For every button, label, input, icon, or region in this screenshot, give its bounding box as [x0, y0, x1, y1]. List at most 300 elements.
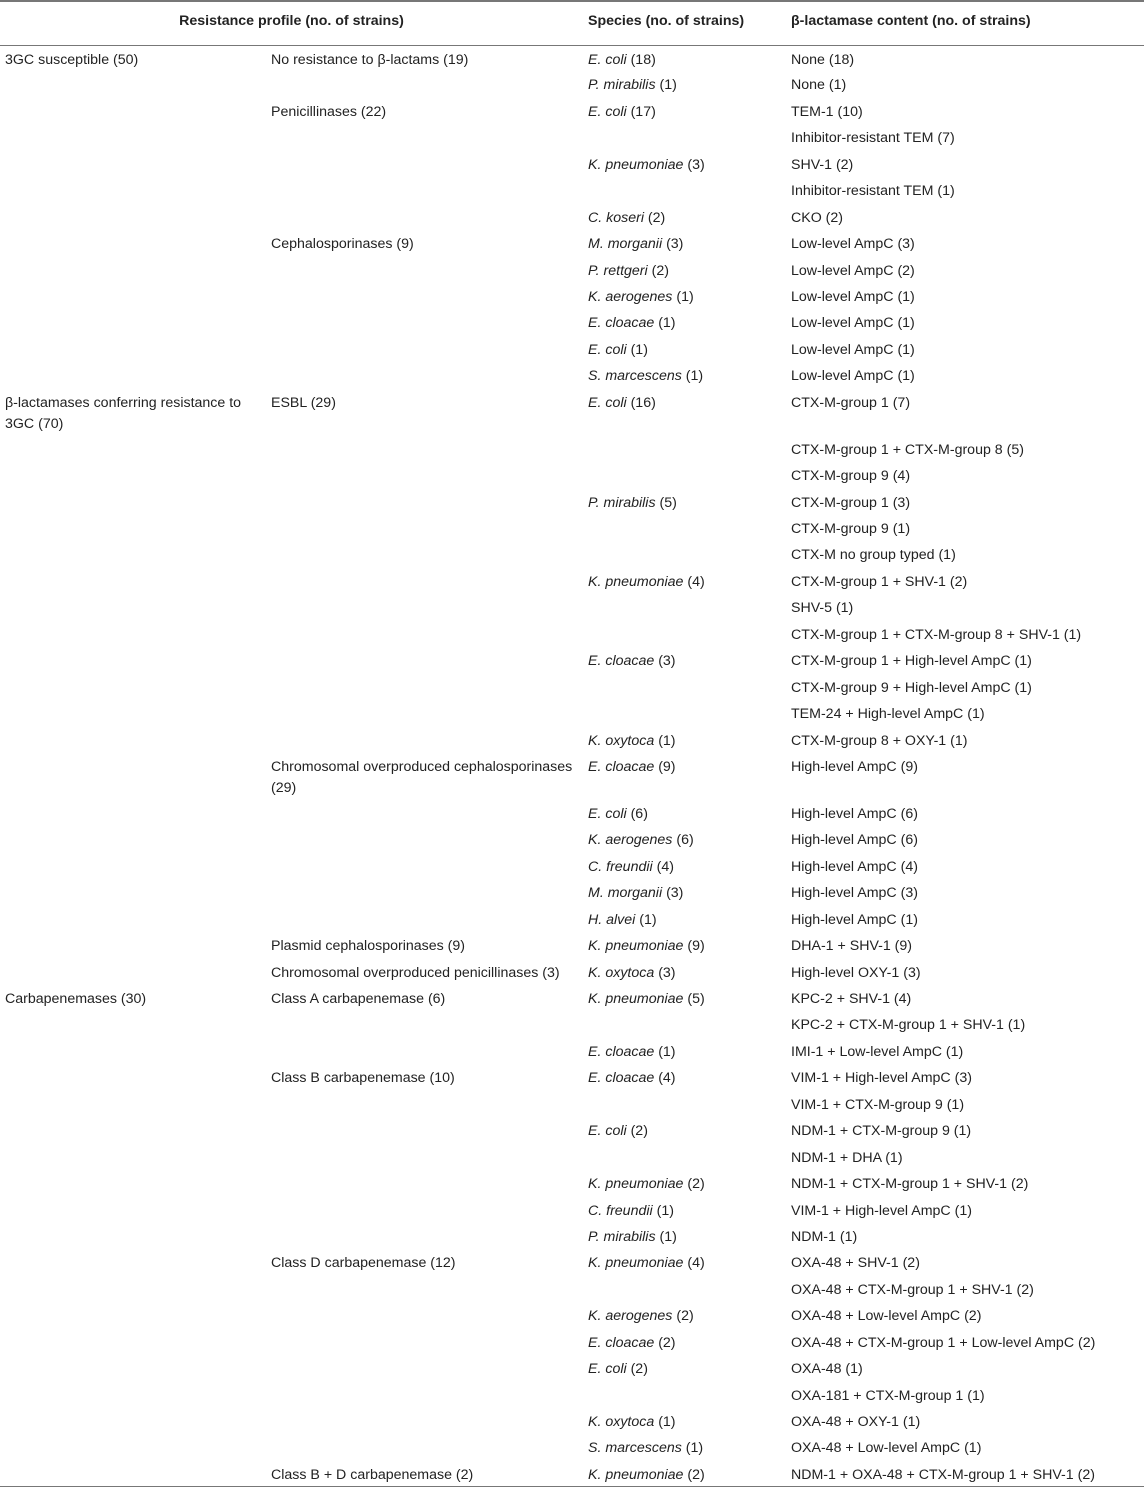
table-header [0, 1, 1144, 45]
species-count: (1) [681, 368, 704, 385]
cell-species [583, 826, 786, 852]
species-name: E. coli [588, 1361, 627, 1378]
cell-species [583, 71, 786, 97]
species-name: S. marcescens [588, 1440, 682, 1457]
cell-resistance-subprofile [266, 1223, 583, 1249]
species-count: (1) [654, 1414, 676, 1430]
table-row [0, 1276, 1144, 1302]
cell-beta-lactamase-content: CTX-M-group 9 + High-level AmpC (1) [791, 679, 1032, 696]
cell-resistance-subprofile [266, 1011, 583, 1037]
cell-resistance-category [0, 1117, 266, 1143]
species-name: E. coli [588, 341, 627, 358]
cell-resistance-category [0, 151, 266, 177]
cell-species [583, 124, 786, 150]
table-row [0, 674, 1144, 700]
species-name: E. cloacae [588, 1070, 655, 1087]
cell-resistance-category [0, 1223, 266, 1249]
species-name: E. cloacae [588, 1043, 655, 1060]
cell-resistance-subprofile [266, 568, 583, 594]
table-row [0, 1197, 1144, 1223]
cell-beta-lactamase-content: CTX-M-group 1 + SHV-1 (2) [791, 573, 968, 590]
cell-resistance-category [0, 674, 266, 700]
table-body [0, 45, 1144, 1487]
cell-resistance-subprofile [266, 621, 583, 647]
header-beta-lactamase-content: β-lactamase content (no. of strains) [786, 1, 1144, 45]
cell-resistance-category [0, 1276, 266, 1302]
cell-species [583, 389, 786, 436]
cell-species [583, 1355, 786, 1381]
cell-beta-lactamase-content: KPC-2 + SHV-1 (4) [791, 991, 912, 1007]
table-row [0, 1461, 1144, 1487]
cell-species [583, 932, 786, 958]
cell-beta-lactamase-content: CTX-M-group 1 (3) [791, 494, 911, 511]
cell-species [583, 257, 786, 283]
cell-resistance-category: β-lactamases conferring resistance to 3GC (70) [5, 394, 242, 432]
cell-beta-lactamase-content: Low-level AmpC (1) [791, 288, 915, 305]
species-count: (5) [683, 991, 705, 1007]
species-count: (17) [626, 103, 656, 120]
cell-resistance-subprofile [266, 1276, 583, 1302]
cell-species [583, 462, 786, 488]
species-count: (4) [654, 1070, 676, 1087]
cell-resistance-subprofile: Chromosomal overproduced cephalosporinases (29) [271, 758, 573, 796]
cell-beta-lactamase-content: OXA-181 + CTX-M-group 1 (1) [791, 1387, 985, 1404]
cell-beta-lactamase-content: VIM-1 + High-level AmpC (3) [791, 1070, 972, 1087]
species-name: P. mirabilis [588, 77, 656, 94]
species-count: (2) [654, 1334, 676, 1351]
table-row [0, 1434, 1144, 1460]
cell-resistance-subprofile [266, 257, 583, 283]
cell-beta-lactamase-content: NDM-1 + CTX-M-group 9 (1) [791, 1123, 972, 1140]
species-count: (2) [672, 1308, 694, 1325]
cell-resistance-subprofile [266, 436, 583, 462]
cell-species [583, 362, 786, 388]
species-name: E. cloacae [588, 1334, 655, 1351]
species-name: E. coli [588, 805, 627, 822]
table-row [0, 1223, 1144, 1249]
cell-beta-lactamase-content: Low-level AmpC (3) [791, 236, 915, 253]
cell-beta-lactamase-content: CTX-M-group 1 + CTX-M-group 8 + SHV-1 (1) [791, 626, 1082, 643]
table-row [0, 257, 1144, 283]
cell-resistance-category [0, 1408, 266, 1434]
cell-beta-lactamase-content: VIM-1 + High-level AmpC (1) [791, 1202, 972, 1219]
species-name: K. oxytoca [588, 1414, 655, 1430]
table-row [0, 1355, 1144, 1381]
cell-resistance-subprofile [266, 1170, 583, 1196]
table-row [0, 932, 1144, 958]
table-row [0, 541, 1144, 567]
cell-resistance-subprofile [266, 727, 583, 753]
cell-resistance-category [0, 1197, 266, 1223]
species-name: K. pneumoniae [588, 938, 684, 955]
species-name: E. coli [588, 103, 627, 120]
cell-resistance-category [0, 1329, 266, 1355]
cell-resistance-subprofile [266, 1091, 583, 1117]
species-name: P. mirabilis [588, 494, 656, 511]
species-name: E. cloacae [588, 653, 655, 670]
species-name: K. aerogenes [588, 1308, 673, 1325]
cell-beta-lactamase-content: IMI-1 + Low-level AmpC (1) [791, 1043, 964, 1060]
cell-beta-lactamase-content: CTX-M-group 1 (7) [791, 394, 911, 411]
cell-beta-lactamase-content: High-level AmpC (6) [791, 832, 918, 849]
species-count: (1) [655, 77, 677, 94]
cell-resistance-category [0, 1144, 266, 1170]
cell-beta-lactamase-content: High-level AmpC (1) [791, 911, 918, 928]
species-name: K. pneumoniae [588, 991, 684, 1007]
cell-species [583, 230, 786, 256]
cell-resistance-subprofile [266, 283, 583, 309]
cell-species [583, 594, 786, 620]
cell-resistance-subprofile [266, 647, 583, 673]
cell-resistance-category [0, 647, 266, 673]
cell-resistance-category [0, 541, 266, 567]
cell-species [583, 151, 786, 177]
cell-species [583, 727, 786, 753]
table-row [0, 436, 1144, 462]
species-count: (4) [683, 1255, 705, 1272]
table-row [0, 283, 1144, 309]
cell-resistance-category [0, 1355, 266, 1381]
species-name: K. pneumoniae [588, 1466, 684, 1483]
table-row [0, 1038, 1144, 1064]
table-bottom-rule [0, 1486, 1144, 1487]
cell-resistance-subprofile [266, 124, 583, 150]
species-name: C. koseri [588, 209, 644, 226]
table-row [0, 1302, 1144, 1328]
cell-beta-lactamase-content: High-level AmpC (4) [791, 858, 918, 875]
species-count: (16) [626, 394, 656, 411]
table-row [0, 45, 1144, 71]
species-name: P. mirabilis [588, 1228, 656, 1245]
cell-beta-lactamase-content: TEM-24 + High-level AmpC (1) [791, 706, 985, 723]
species-name: S. marcescens [588, 368, 682, 385]
cell-resistance-subprofile [266, 1197, 583, 1223]
cell-species [583, 309, 786, 335]
table-row [0, 336, 1144, 362]
cell-beta-lactamase-content: OXA-48 + CTX-M-group 1 + Low-level AmpC (2) [791, 1334, 1096, 1351]
cell-beta-lactamase-content: High-level AmpC (6) [791, 805, 918, 822]
cell-beta-lactamase-content: NDM-1 + OXA-48 + CTX-M-group 1 + SHV-1 (2) [791, 1466, 1095, 1483]
cell-resistance-category [0, 700, 266, 726]
cell-species [583, 177, 786, 203]
table-row [0, 1064, 1144, 1090]
cell-resistance-category [0, 1434, 266, 1460]
cell-species [583, 336, 786, 362]
species-count: (1) [635, 911, 657, 928]
cell-species [583, 647, 786, 673]
cell-resistance-category [0, 727, 266, 753]
species-count: (3) [683, 156, 705, 173]
cell-resistance-category: Carbapenemases (30) [5, 991, 147, 1007]
species-count: (2) [683, 1176, 705, 1193]
cell-resistance-category [0, 71, 266, 97]
cell-resistance-subprofile [266, 71, 583, 97]
cell-resistance-subprofile [266, 489, 583, 515]
cell-resistance-subprofile [266, 674, 583, 700]
cell-species [583, 879, 786, 905]
cell-beta-lactamase-content: High-level OXY-1 (3) [791, 964, 921, 981]
table-row [0, 727, 1144, 753]
species-count: (9) [683, 938, 705, 955]
cell-species [583, 1117, 786, 1143]
cell-resistance-subprofile [266, 1408, 583, 1434]
cell-resistance-category [0, 515, 266, 541]
cell-species [583, 515, 786, 541]
table-row [0, 204, 1144, 230]
species-count: (1) [654, 1043, 676, 1060]
species-name: K. aerogenes [588, 832, 673, 849]
cell-resistance-subprofile: Penicillinases (22) [271, 103, 387, 120]
cell-resistance-subprofile: No resistance to β-lactams (19) [271, 51, 469, 68]
species-name: C. freundii [588, 858, 653, 875]
species-count: (1) [672, 288, 694, 305]
cell-species [583, 1038, 786, 1064]
cell-species [583, 1382, 786, 1408]
cell-species [583, 621, 786, 647]
cell-resistance-category [0, 204, 266, 230]
cell-resistance-subprofile: Class B carbapenemase (10) [271, 1070, 455, 1087]
species-name: K. aerogenes [588, 288, 673, 305]
cell-resistance-subprofile: Class A carbapenemase (6) [271, 991, 446, 1007]
cell-resistance-category [0, 621, 266, 647]
table-row [0, 959, 1144, 985]
cell-beta-lactamase-content: Low-level AmpC (1) [791, 341, 915, 358]
cell-resistance-category [0, 826, 266, 852]
cell-resistance-category [0, 853, 266, 879]
cell-beta-lactamase-content: Inhibitor-resistant TEM (1) [791, 183, 955, 200]
table-row [0, 309, 1144, 335]
cell-beta-lactamase-content: NDM-1 + CTX-M-group 1 + SHV-1 (2) [791, 1176, 1029, 1193]
cell-resistance-subprofile: Chromosomal overproduced penicillinases (3) [271, 964, 560, 981]
table-row [0, 1011, 1144, 1037]
table-row [0, 1170, 1144, 1196]
table-row [0, 98, 1144, 124]
header-row [0, 1, 1144, 45]
cell-resistance-subprofile [266, 906, 583, 932]
table-row [0, 753, 1144, 800]
species-count: (18) [626, 51, 656, 68]
cell-beta-lactamase-content: None (18) [791, 51, 855, 68]
cell-beta-lactamase-content: Low-level AmpC (1) [791, 315, 915, 332]
cell-beta-lactamase-content: CTX-M-group 1 + High-level AmpC (1) [791, 653, 1032, 670]
cell-resistance-category [0, 594, 266, 620]
species-name: K. pneumoniae [588, 156, 684, 173]
cell-species [583, 541, 786, 567]
table-row [0, 124, 1144, 150]
cell-species [583, 1091, 786, 1117]
table-row [0, 1382, 1144, 1408]
species-count: (2) [683, 1466, 705, 1483]
cell-resistance-subprofile [266, 1302, 583, 1328]
cell-species [583, 45, 786, 71]
cell-species [583, 1434, 786, 1460]
cell-species [583, 800, 786, 826]
cell-resistance-subprofile [266, 177, 583, 203]
species-count: (2) [626, 1361, 648, 1378]
cell-resistance-subprofile [266, 336, 583, 362]
species-name: K. pneumoniae [588, 573, 684, 590]
table-row [0, 985, 1144, 1011]
cell-resistance-category [0, 489, 266, 515]
cell-resistance-category [0, 1302, 266, 1328]
table-row [0, 906, 1144, 932]
cell-species [583, 98, 786, 124]
species-count: (1) [654, 732, 676, 749]
cell-resistance-category [0, 257, 266, 283]
cell-resistance-category [0, 959, 266, 985]
cell-species [583, 1170, 786, 1196]
species-name: E. cloacae [588, 315, 655, 332]
table-row [0, 621, 1144, 647]
species-count: (2) [647, 262, 669, 279]
cell-species [583, 1011, 786, 1037]
cell-resistance-subprofile: Cephalosporinases (9) [271, 236, 414, 253]
cell-resistance-subprofile [266, 879, 583, 905]
cell-resistance-category [0, 177, 266, 203]
cell-resistance-category [0, 309, 266, 335]
table-row [0, 462, 1144, 488]
cell-beta-lactamase-content: Low-level AmpC (2) [791, 262, 915, 279]
cell-resistance-category [0, 932, 266, 958]
table-row [0, 389, 1144, 436]
cell-resistance-subprofile: Class D carbapenemase (12) [271, 1255, 456, 1272]
cell-resistance-category [0, 1461, 266, 1487]
cell-resistance-subprofile [266, 1117, 583, 1143]
cell-resistance-category [0, 98, 266, 124]
cell-beta-lactamase-content: VIM-1 + CTX-M-group 9 (1) [791, 1096, 965, 1113]
table-row [0, 71, 1144, 97]
species-name: E. cloacae [588, 758, 655, 775]
table-row [0, 1329, 1144, 1355]
species-name: K. oxytoca [588, 964, 655, 981]
cell-resistance-subprofile [266, 1382, 583, 1408]
species-count: (2) [626, 1123, 648, 1140]
cell-beta-lactamase-content: CTX-M-group 9 (4) [791, 468, 911, 485]
table-row [0, 853, 1144, 879]
cell-species [583, 489, 786, 515]
table-row [0, 515, 1144, 541]
cell-resistance-subprofile [266, 1144, 583, 1170]
table-row [0, 1249, 1144, 1275]
species-count: (1) [655, 1228, 677, 1245]
cell-resistance-subprofile [266, 204, 583, 230]
cell-resistance-category [0, 336, 266, 362]
table-row [0, 647, 1144, 673]
cell-beta-lactamase-content: CTX-M-group 1 + CTX-M-group 8 (5) [791, 441, 1024, 458]
table-row [0, 151, 1144, 177]
cell-resistance-subprofile [266, 594, 583, 620]
cell-beta-lactamase-content: OXA-48 + Low-level AmpC (2) [791, 1308, 982, 1325]
species-name: E. coli [588, 1123, 627, 1140]
table-row [0, 800, 1144, 826]
cell-resistance-subprofile [266, 826, 583, 852]
cell-beta-lactamase-content: Low-level AmpC (1) [791, 368, 915, 385]
table-row [0, 177, 1144, 203]
table-row [0, 700, 1144, 726]
table-row [0, 1117, 1144, 1143]
cell-resistance-subprofile [266, 1038, 583, 1064]
cell-resistance-category [0, 230, 266, 256]
cell-species [583, 283, 786, 309]
species-name: P. rettgeri [588, 262, 648, 279]
cell-beta-lactamase-content: SHV-1 (2) [791, 156, 854, 173]
cell-resistance-category [0, 1382, 266, 1408]
cell-resistance-subprofile [266, 151, 583, 177]
cell-resistance-category [0, 1038, 266, 1064]
cell-beta-lactamase-content: KPC-2 + CTX-M-group 1 + SHV-1 (1) [791, 1017, 1026, 1034]
cell-beta-lactamase-content: High-level AmpC (9) [791, 758, 918, 775]
cell-species [583, 906, 786, 932]
species-name: H. alvei [588, 911, 636, 928]
cell-resistance-category [0, 568, 266, 594]
cell-species [583, 1276, 786, 1302]
table-row [0, 1408, 1144, 1434]
table-row [0, 230, 1144, 256]
cell-resistance-subprofile [266, 1355, 583, 1381]
cell-species [583, 1408, 786, 1434]
cell-species [583, 1249, 786, 1275]
cell-resistance-category [0, 462, 266, 488]
cell-resistance-subprofile [266, 700, 583, 726]
cell-beta-lactamase-content: SHV-5 (1) [791, 600, 854, 617]
cell-beta-lactamase-content: CKO (2) [791, 209, 844, 226]
cell-resistance-category: 3GC susceptible (50) [5, 51, 139, 68]
cell-beta-lactamase-content: CTX-M-group 8 + OXY-1 (1) [791, 732, 968, 749]
cell-resistance-subprofile [266, 853, 583, 879]
species-count: (4) [652, 858, 674, 875]
table-row [0, 1144, 1144, 1170]
cell-resistance-category [0, 362, 266, 388]
species-name: K. pneumoniae [588, 1255, 684, 1272]
cell-species [583, 1064, 786, 1090]
cell-species [583, 568, 786, 594]
species-count: (6) [626, 805, 648, 822]
cell-species [583, 1329, 786, 1355]
species-count: (1) [626, 341, 648, 358]
cell-resistance-category [0, 1064, 266, 1090]
species-name: M. morganii [588, 236, 663, 253]
species-name: K. pneumoniae [588, 1176, 684, 1193]
cell-beta-lactamase-content: Inhibitor-resistant TEM (7) [791, 130, 955, 147]
species-count: (5) [655, 494, 677, 511]
table-row [0, 568, 1144, 594]
species-name: K. oxytoca [588, 732, 655, 749]
cell-resistance-subprofile [266, 541, 583, 567]
cell-resistance-category [0, 283, 266, 309]
species-count: (3) [662, 885, 684, 902]
cell-beta-lactamase-content: OXA-48 (1) [791, 1361, 863, 1378]
table-row [0, 826, 1144, 852]
cell-species [583, 853, 786, 879]
cell-resistance-subprofile: Plasmid cephalosporinases (9) [271, 938, 465, 955]
cell-species [583, 959, 786, 985]
cell-resistance-category [0, 800, 266, 826]
cell-resistance-category [0, 879, 266, 905]
species-count: (1) [654, 315, 676, 332]
cell-beta-lactamase-content: CTX-M-group 9 (1) [791, 521, 911, 537]
species-count: (9) [654, 758, 676, 775]
cell-resistance-subprofile [266, 1329, 583, 1355]
cell-species [583, 1302, 786, 1328]
header-species: Species (no. of strains) [583, 1, 786, 45]
cell-resistance-subprofile [266, 515, 583, 541]
species-count: (6) [672, 832, 694, 849]
species-name: M. morganii [588, 885, 663, 902]
cell-resistance-category [0, 1011, 266, 1037]
cell-species [583, 1223, 786, 1249]
cell-resistance-category [0, 1249, 266, 1275]
cell-resistance-category [0, 1170, 266, 1196]
